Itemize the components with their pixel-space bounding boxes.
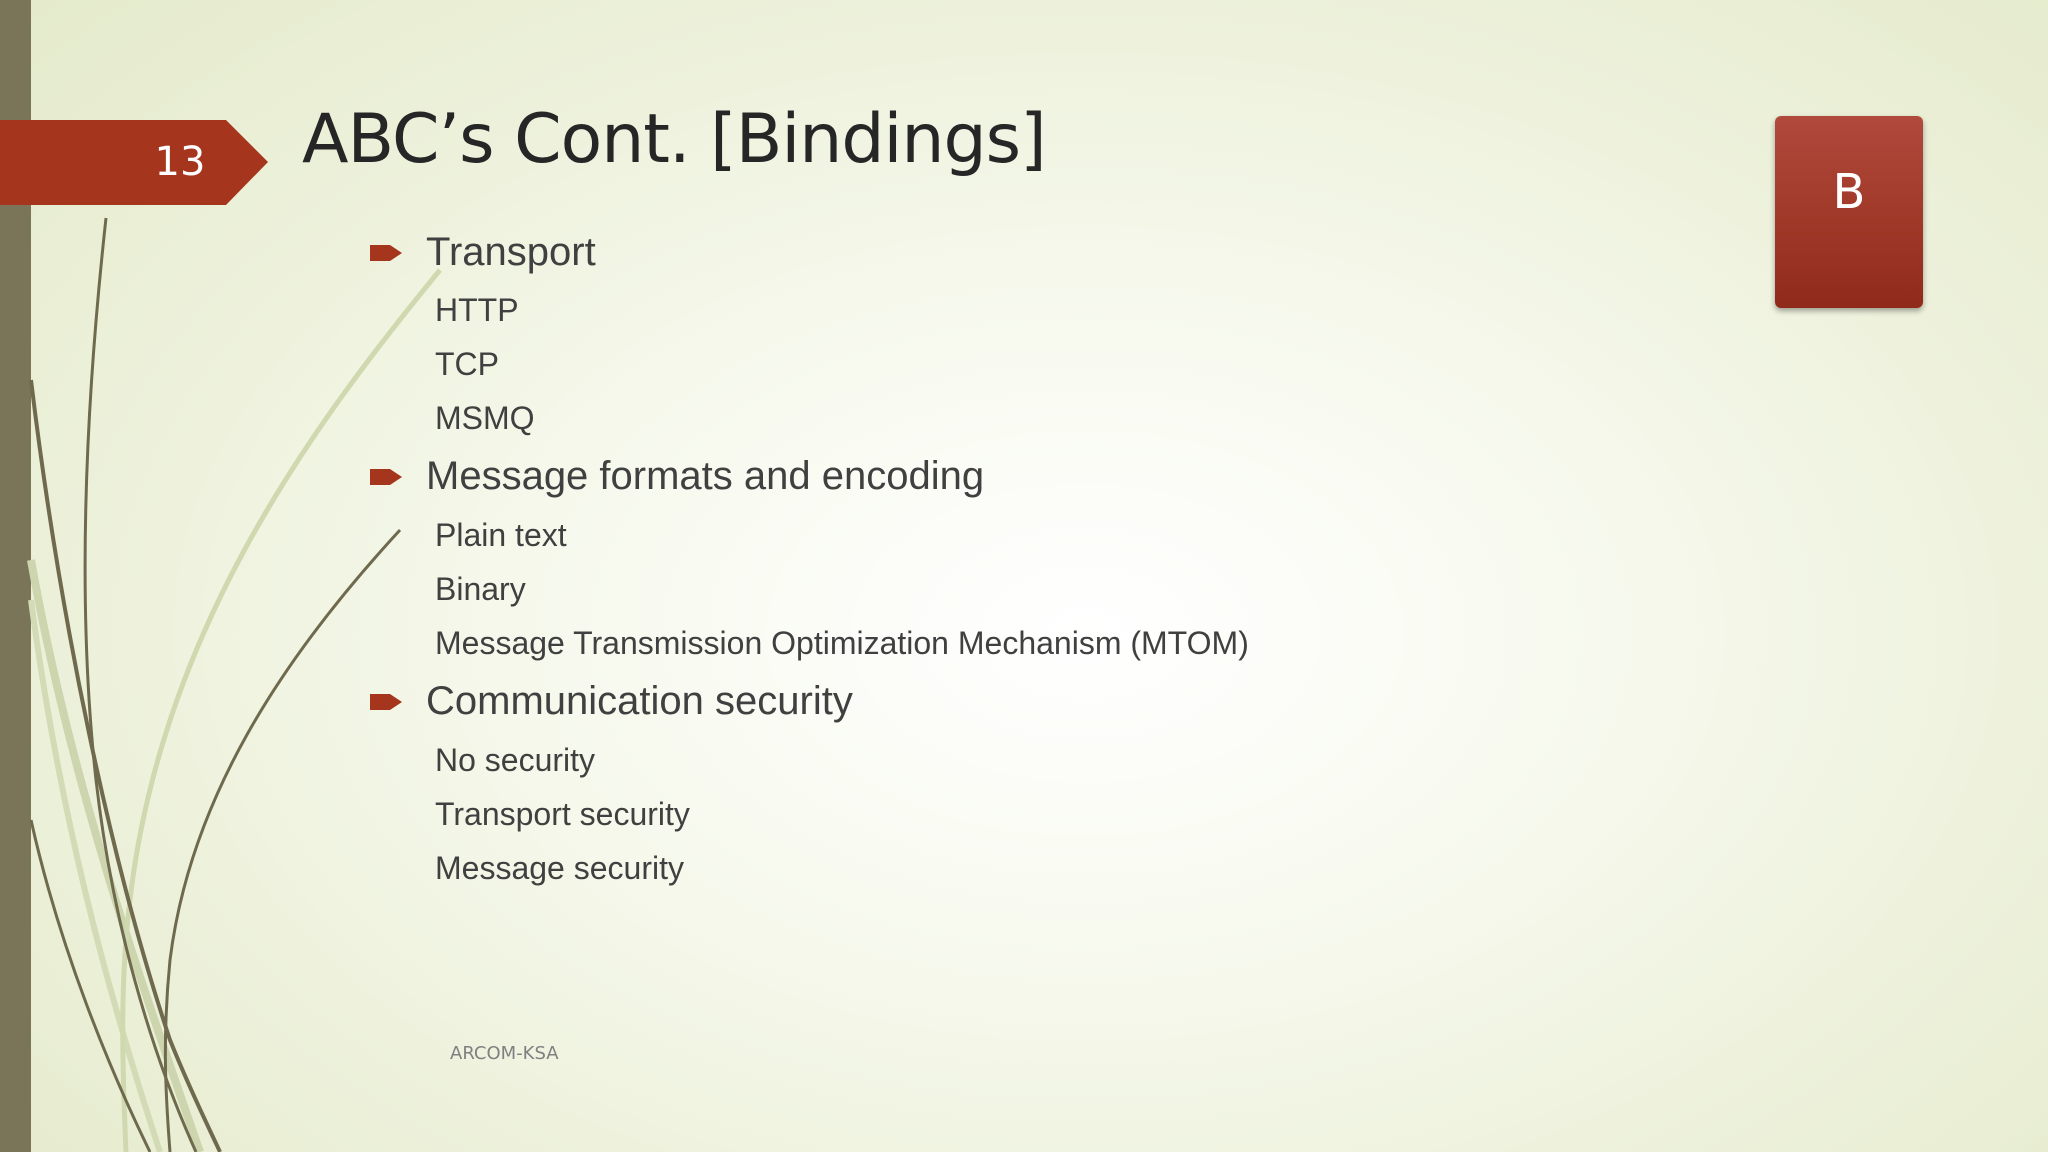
- badge-letter: B: [1832, 164, 1866, 220]
- sub-item: Message security: [435, 850, 684, 886]
- sub-item: Message Transmission Optimization Mechanism (MTOM): [435, 625, 1249, 661]
- sub-item: No security: [435, 742, 596, 778]
- bullet-label: Communication security: [426, 679, 853, 723]
- sub-item: TCP: [435, 346, 499, 382]
- bullet-label: Transport: [426, 230, 596, 274]
- slide-number: 13: [154, 139, 206, 185]
- slide-title: ABC’s Cont. [Bindings]: [302, 100, 1046, 179]
- sub-item: HTTP: [435, 292, 519, 328]
- sub-item: MSMQ: [435, 400, 535, 436]
- arrow-bullet-icon: [370, 692, 402, 712]
- sub-item: Plain text: [435, 517, 567, 553]
- arrow-bullet-icon: [370, 467, 402, 487]
- letter-badge: [1775, 116, 1923, 308]
- footer-text: ARCOM-KSA: [450, 1043, 559, 1064]
- sub-item: Binary: [435, 571, 526, 607]
- arrow-bullet-icon: [370, 243, 402, 263]
- sub-item: Transport security: [435, 796, 690, 832]
- bullet-label: Message formats and encoding: [426, 454, 985, 498]
- slide-number-tag: [0, 120, 268, 205]
